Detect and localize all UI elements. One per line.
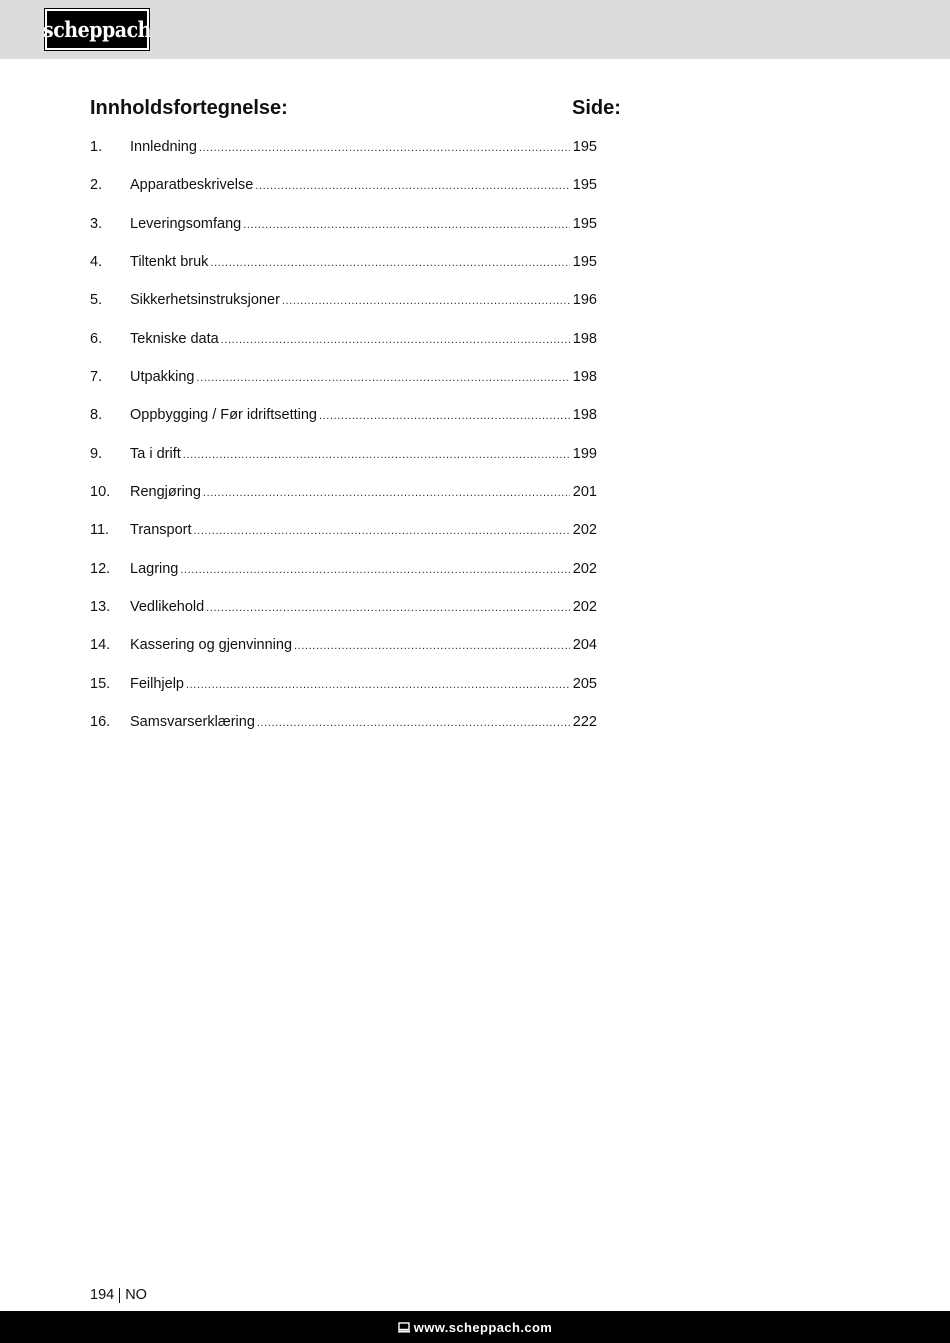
- toc-dot-leader: [255, 174, 569, 197]
- toc-entry[interactable]: [90, 366, 597, 404]
- toc-entry-title: Oppbygging / Før idriftsetting: [130, 407, 317, 424]
- toc-heading: Innholdsfortegnelse:: [90, 97, 288, 119]
- toc-entry-number: 6.: [90, 330, 103, 347]
- toc-entry-number: 1.: [90, 139, 103, 155]
- toc-dot-leader: [221, 328, 570, 351]
- logo-text: scheppach: [43, 16, 151, 43]
- toc-entry-number: 9.: [90, 445, 103, 462]
- toc-entry-page: 205: [572, 675, 597, 692]
- toc-dot-leader: [282, 289, 570, 312]
- toc-entry-title: Feilhjelp: [130, 675, 184, 692]
- scheppach-logo: [45, 9, 149, 50]
- toc-entry-title: Transport: [130, 522, 192, 539]
- website-link[interactable]: www.scheppach.com: [413, 1319, 553, 1335]
- toc-dot-leader: [196, 366, 569, 389]
- toc-entry[interactable]: [90, 289, 597, 327]
- toc-entry-page: 202: [572, 522, 597, 539]
- toc-list: [90, 136, 597, 749]
- toc-entry-title: Innledning: [130, 139, 197, 155]
- toc-entry-page: 204: [572, 637, 597, 654]
- toc-entry-number: 10.: [90, 483, 111, 500]
- toc-entry-title: Vedlikehold: [130, 598, 205, 615]
- toc-entry-number: 2.: [90, 177, 103, 194]
- toc-dot-leader: [194, 519, 570, 542]
- toc-dot-leader: [210, 251, 569, 274]
- toc-entry[interactable]: [90, 711, 597, 749]
- page-column-heading: Side:: [572, 97, 621, 119]
- footer-language: NO: [125, 1287, 147, 1303]
- toc-entry[interactable]: [90, 251, 597, 289]
- toc-entry-title: Lagring: [130, 560, 179, 577]
- toc-entry[interactable]: [90, 519, 597, 557]
- toc-entry[interactable]: [90, 136, 597, 174]
- toc-entry-number: 16.: [90, 713, 111, 730]
- toc-entry[interactable]: [90, 596, 597, 634]
- toc-entry[interactable]: [90, 673, 597, 711]
- toc-entry-number: 13.: [90, 598, 111, 615]
- toc-entry[interactable]: [90, 634, 597, 672]
- header-band: [0, 0, 950, 59]
- toc-dot-leader: [294, 634, 570, 657]
- toc-dot-leader: [183, 443, 570, 466]
- toc-entry-page: 198: [572, 407, 597, 424]
- toc-entry-number: 7.: [90, 368, 103, 385]
- toc-dot-leader: [186, 673, 570, 696]
- toc-entry-number: 3.: [90, 215, 103, 232]
- toc-entry-title: Rengjøring: [130, 483, 201, 500]
- footer-separator: [119, 1288, 120, 1303]
- toc-entry-title: Samsvarserklæring: [130, 713, 255, 730]
- toc-entry-title: Tiltenkt bruk: [130, 253, 209, 270]
- toc-entry-title: Utpakking: [130, 368, 195, 385]
- toc-entry-page: 195: [572, 177, 597, 194]
- toc-entry[interactable]: [90, 481, 597, 519]
- toc-entry-number: 11.: [90, 522, 110, 539]
- toc-entry-number: 14.: [90, 637, 111, 654]
- toc-entry-number: 12.: [90, 560, 111, 577]
- toc-entry-number: 15.: [90, 675, 111, 692]
- toc-dot-leader: [257, 711, 570, 734]
- toc-entry-number: 4.: [90, 253, 103, 270]
- toc-dot-leader: [206, 596, 570, 619]
- toc-entry[interactable]: [90, 443, 597, 481]
- toc-entry-page: 198: [572, 368, 597, 385]
- toc-dot-leader: [180, 558, 569, 581]
- toc-entry-page: 196: [572, 292, 597, 309]
- footer-page-label: [90, 1286, 147, 1304]
- monitor-icon: [398, 1322, 410, 1333]
- toc-entry-page: 198: [572, 330, 597, 347]
- toc-entry-number: 5.: [90, 292, 103, 309]
- toc-dot-leader: [319, 404, 570, 427]
- toc-entry-title: Ta i drift: [130, 445, 181, 462]
- toc-entry-page: 195: [572, 139, 597, 155]
- toc-dot-leader: [203, 481, 570, 504]
- toc-entry-page: 202: [572, 560, 597, 577]
- toc-entry[interactable]: [90, 213, 597, 251]
- toc-dot-leader: [199, 136, 570, 159]
- footer-page-number: 194: [90, 1287, 115, 1303]
- toc-entry[interactable]: [90, 404, 597, 442]
- toc-entry-page: 222: [572, 713, 597, 730]
- toc-entry-number: 8.: [90, 407, 103, 424]
- toc-entry-title: Kassering og gjenvinning: [130, 637, 293, 654]
- toc-entry-page: 202: [572, 598, 597, 615]
- toc-entry-title: Leveringsomfang: [130, 215, 242, 232]
- toc-entry[interactable]: [90, 174, 597, 212]
- toc-entry-title: Tekniske data: [130, 330, 219, 347]
- toc-entry[interactable]: [90, 328, 597, 366]
- toc-entry-title: Apparatbeskrivelse: [130, 177, 254, 194]
- footer-band: [0, 1311, 950, 1343]
- toc-entry-page: 195: [572, 215, 597, 232]
- toc-entry[interactable]: [90, 558, 597, 596]
- toc-entry-page: 195: [572, 253, 597, 270]
- toc-entry-page: 201: [572, 483, 597, 500]
- toc-entry-page: 199: [572, 445, 597, 462]
- toc-entry-title: Sikkerhetsinstruksjoner: [130, 292, 280, 309]
- toc-dot-leader: [243, 213, 570, 236]
